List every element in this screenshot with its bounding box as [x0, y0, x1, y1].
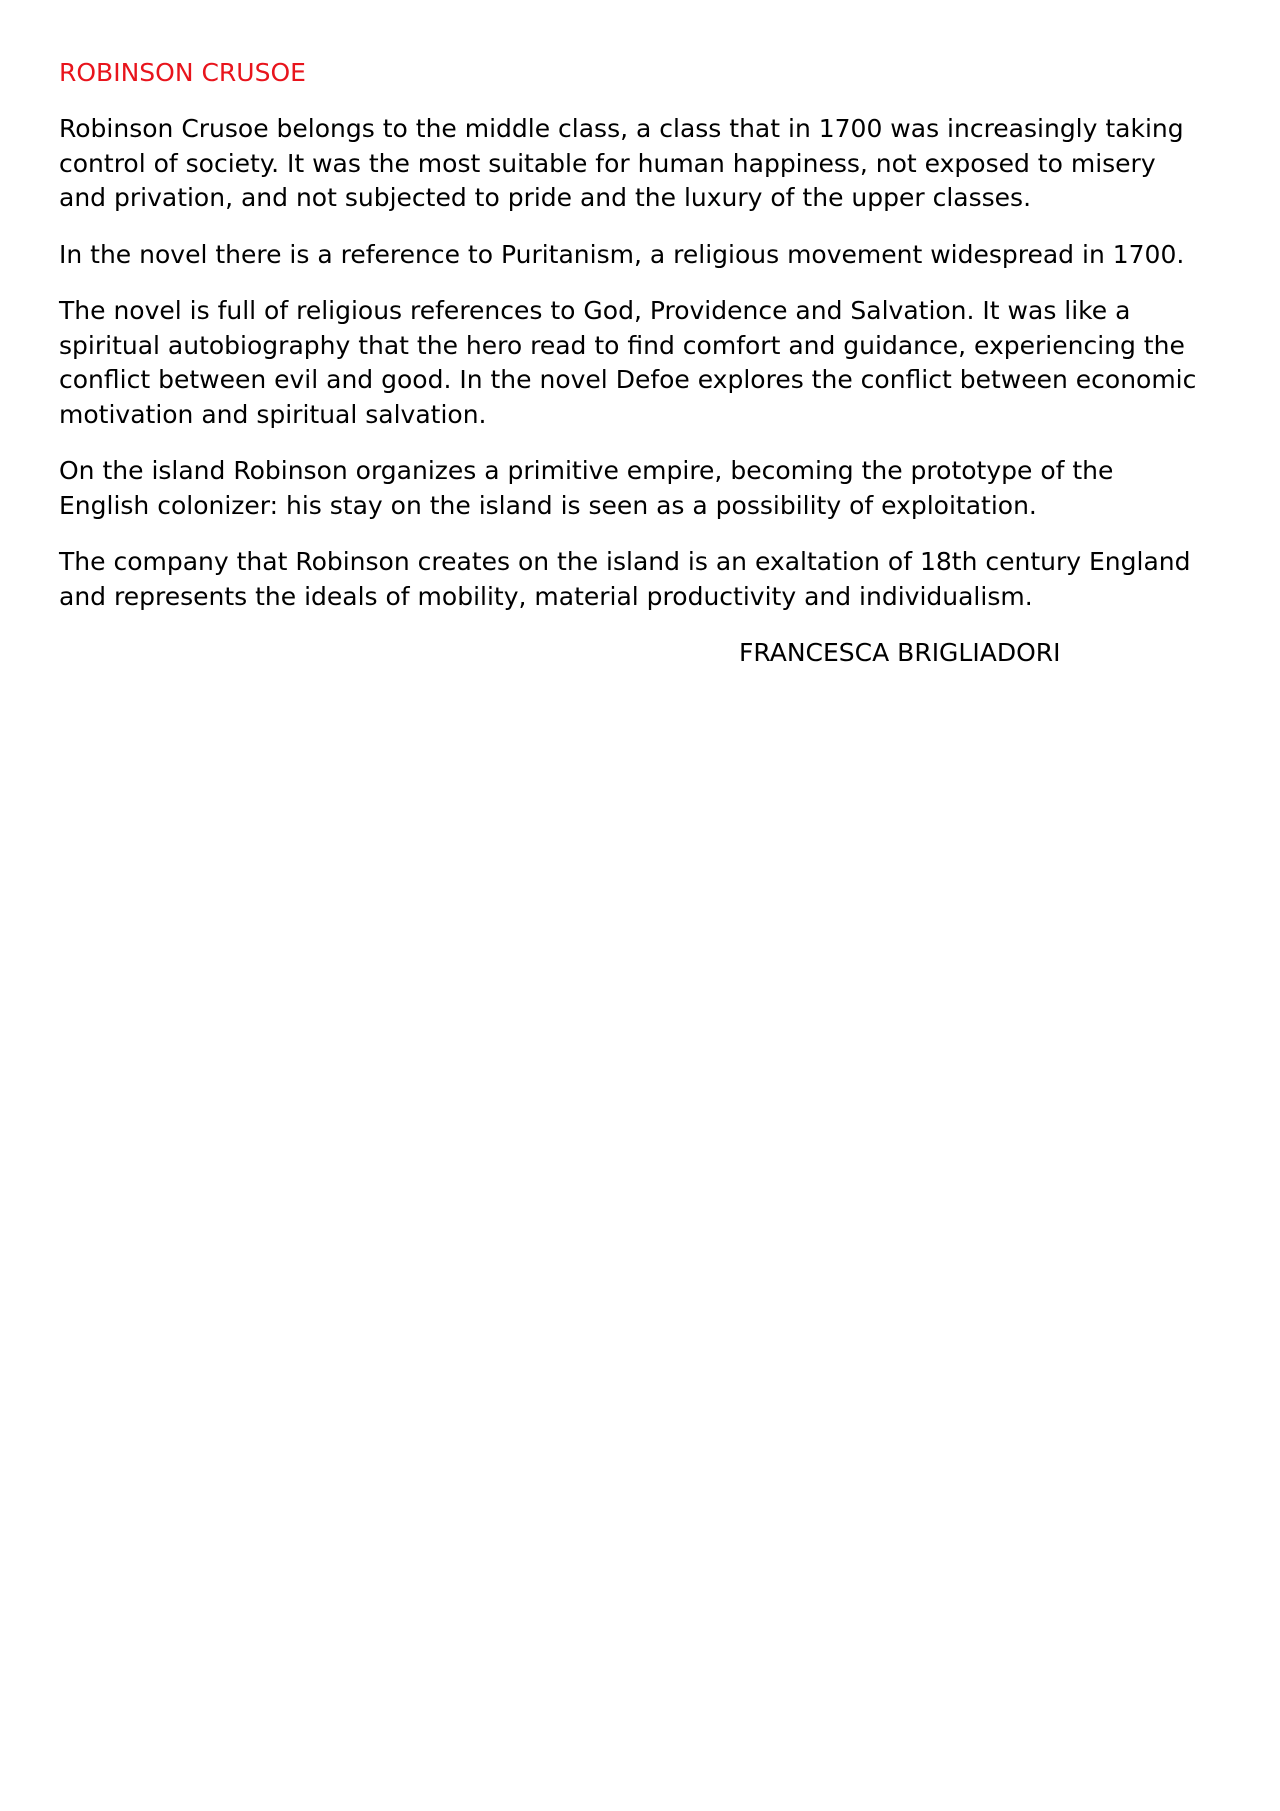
- paragraph-religious-references: The novel is full of religious references to God, Providence and Salvation. It was like a spiritual autobiography that the hero read to find comfort and guidance, experiencing the conflict between evil and good. In the novel Defoe explores the conflict between economic motivation and spiritual salvation.: [59, 296, 1197, 429]
- document-page: [59, 56, 1209, 671]
- document-title: ROBINSON CRUSOE: [59, 58, 306, 87]
- paragraph-company-ideals: The company that Robinson creates on the island is an exaltation of 18th century England and represents the ideals of mobility, material productivity and individualism.: [59, 547, 1191, 611]
- paragraph-primitive-empire: On the island Robinson organizes a primitive empire, becoming the prototype of the English colonizer: his stay on the island is seen as a possibility of exploitation.: [59, 456, 1114, 520]
- paragraph-puritanism: In the novel there is a reference to Puritanism, a religious movement widespread in 1700.: [59, 239, 1185, 269]
- author-signature: FRANCESCA BRIGLIADORI: [739, 638, 1061, 667]
- paragraph-middle-class: Robinson Crusoe belongs to the middle class, a class that in 1700 was increasingly taking control of society. It was the most suitable for human happiness, not exposed to misery and privation, and not subjected to pride and the luxury of the upper classes.: [59, 114, 1184, 212]
